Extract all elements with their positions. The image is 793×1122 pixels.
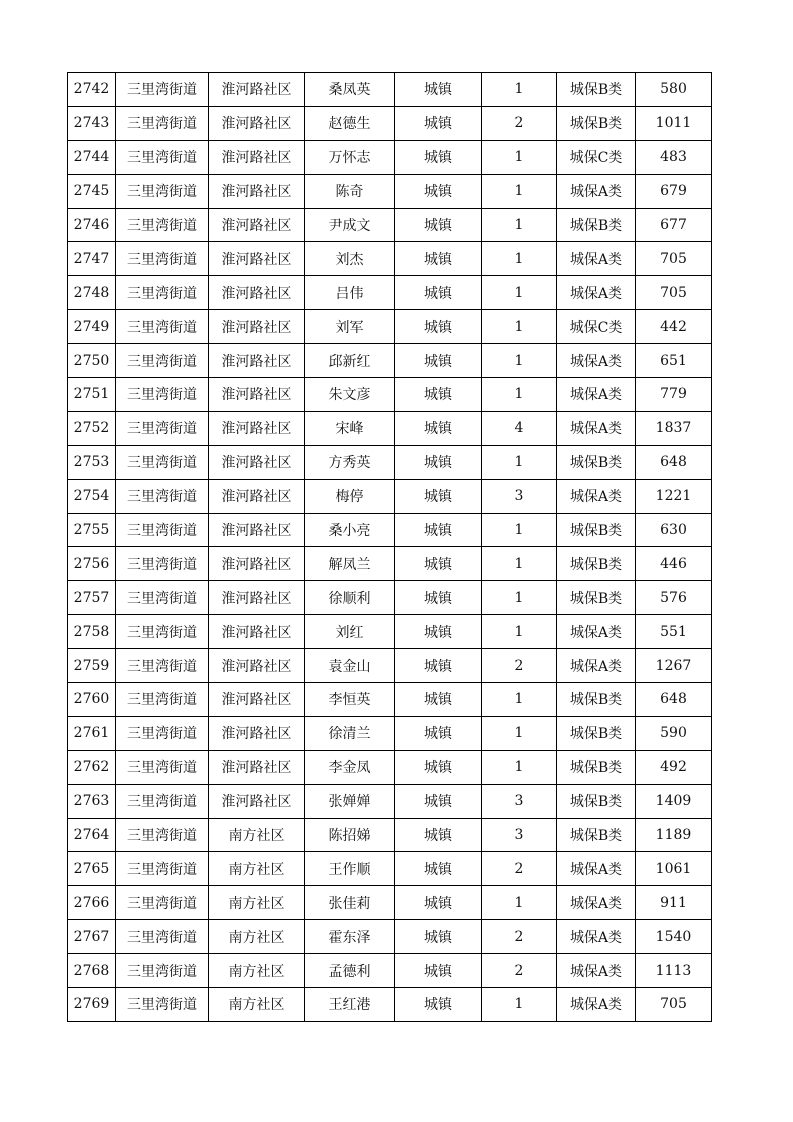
row-number-cell: 2745 bbox=[68, 174, 116, 208]
area-type-cell: 城镇 bbox=[395, 174, 482, 208]
community-cell: 南方社区 bbox=[209, 818, 305, 852]
community-cell: 淮河路社区 bbox=[209, 174, 305, 208]
table-row bbox=[68, 208, 712, 242]
household-size-cell: 1 bbox=[482, 716, 557, 750]
amount-cell: 1221 bbox=[636, 479, 712, 513]
household-size-cell: 1 bbox=[482, 988, 557, 1022]
household-size-cell: 1 bbox=[482, 310, 557, 344]
community-cell: 南方社区 bbox=[209, 954, 305, 988]
name-cell: 吕伟 bbox=[305, 276, 395, 310]
area-type-cell: 城镇 bbox=[395, 140, 482, 174]
row-number-cell: 2752 bbox=[68, 411, 116, 445]
household-size-cell: 1 bbox=[482, 513, 557, 547]
table-row bbox=[68, 242, 712, 276]
name-cell: 赵德生 bbox=[305, 106, 395, 140]
row-number-cell: 2754 bbox=[68, 479, 116, 513]
household-size-cell: 1 bbox=[482, 378, 557, 412]
name-cell: 李金凤 bbox=[305, 750, 395, 784]
row-number-cell: 2763 bbox=[68, 784, 116, 818]
category-cell: 城保C类 bbox=[557, 140, 636, 174]
household-size-cell: 1 bbox=[482, 886, 557, 920]
area-type-cell: 城镇 bbox=[395, 649, 482, 683]
row-number-cell: 2760 bbox=[68, 683, 116, 717]
community-cell: 淮河路社区 bbox=[209, 208, 305, 242]
name-cell: 朱文彦 bbox=[305, 378, 395, 412]
row-number-cell: 2769 bbox=[68, 988, 116, 1022]
category-cell: 城保A类 bbox=[557, 174, 636, 208]
household-size-cell: 2 bbox=[482, 954, 557, 988]
community-cell: 淮河路社区 bbox=[209, 445, 305, 479]
category-cell: 城保B类 bbox=[557, 445, 636, 479]
subdistrict-cell: 三里湾街道 bbox=[116, 73, 209, 107]
household-size-cell: 1 bbox=[482, 683, 557, 717]
area-type-cell: 城镇 bbox=[395, 988, 482, 1022]
community-cell: 淮河路社区 bbox=[209, 479, 305, 513]
row-number-cell: 2765 bbox=[68, 852, 116, 886]
amount-cell: 651 bbox=[636, 344, 712, 378]
subdistrict-cell: 三里湾街道 bbox=[116, 547, 209, 581]
amount-cell: 576 bbox=[636, 581, 712, 615]
community-cell: 淮河路社区 bbox=[209, 649, 305, 683]
amount-cell: 492 bbox=[636, 750, 712, 784]
community-cell: 南方社区 bbox=[209, 988, 305, 1022]
category-cell: 城保B类 bbox=[557, 73, 636, 107]
category-cell: 城保B类 bbox=[557, 208, 636, 242]
name-cell: 李恒英 bbox=[305, 683, 395, 717]
category-cell: 城保A类 bbox=[557, 344, 636, 378]
subdistrict-cell: 三里湾街道 bbox=[116, 106, 209, 140]
area-type-cell: 城镇 bbox=[395, 445, 482, 479]
table-row bbox=[68, 954, 712, 988]
category-cell: 城保B类 bbox=[557, 750, 636, 784]
amount-cell: 551 bbox=[636, 615, 712, 649]
name-cell: 陈招娣 bbox=[305, 818, 395, 852]
table-row bbox=[68, 344, 712, 378]
amount-cell: 1409 bbox=[636, 784, 712, 818]
row-number-cell: 2757 bbox=[68, 581, 116, 615]
area-type-cell: 城镇 bbox=[395, 310, 482, 344]
subdistrict-cell: 三里湾街道 bbox=[116, 886, 209, 920]
row-number-cell: 2756 bbox=[68, 547, 116, 581]
amount-cell: 580 bbox=[636, 73, 712, 107]
community-cell: 淮河路社区 bbox=[209, 378, 305, 412]
subdistrict-cell: 三里湾街道 bbox=[116, 310, 209, 344]
name-cell: 桑凤英 bbox=[305, 73, 395, 107]
table-row bbox=[68, 615, 712, 649]
area-type-cell: 城镇 bbox=[395, 581, 482, 615]
table-row bbox=[68, 513, 712, 547]
name-cell: 霍东泽 bbox=[305, 920, 395, 954]
category-cell: 城保B类 bbox=[557, 683, 636, 717]
household-size-cell: 1 bbox=[482, 73, 557, 107]
subdistrict-cell: 三里湾街道 bbox=[116, 140, 209, 174]
row-number-cell: 2762 bbox=[68, 750, 116, 784]
name-cell: 万怀志 bbox=[305, 140, 395, 174]
area-type-cell: 城镇 bbox=[395, 208, 482, 242]
amount-cell: 911 bbox=[636, 886, 712, 920]
area-type-cell: 城镇 bbox=[395, 784, 482, 818]
community-cell: 淮河路社区 bbox=[209, 344, 305, 378]
amount-cell: 1540 bbox=[636, 920, 712, 954]
row-number-cell: 2747 bbox=[68, 242, 116, 276]
area-type-cell: 城镇 bbox=[395, 920, 482, 954]
table-row bbox=[68, 988, 712, 1022]
subdistrict-cell: 三里湾街道 bbox=[116, 818, 209, 852]
amount-cell: 677 bbox=[636, 208, 712, 242]
name-cell: 宋峰 bbox=[305, 411, 395, 445]
category-cell: 城保A类 bbox=[557, 852, 636, 886]
category-cell: 城保A类 bbox=[557, 378, 636, 412]
household-size-cell: 1 bbox=[482, 581, 557, 615]
community-cell: 淮河路社区 bbox=[209, 750, 305, 784]
community-cell: 淮河路社区 bbox=[209, 411, 305, 445]
area-type-cell: 城镇 bbox=[395, 852, 482, 886]
household-size-cell: 1 bbox=[482, 140, 557, 174]
table-row bbox=[68, 886, 712, 920]
household-size-cell: 3 bbox=[482, 818, 557, 852]
amount-cell: 1061 bbox=[636, 852, 712, 886]
table-row bbox=[68, 683, 712, 717]
household-size-cell: 2 bbox=[482, 920, 557, 954]
name-cell: 徐顺利 bbox=[305, 581, 395, 615]
area-type-cell: 城镇 bbox=[395, 242, 482, 276]
row-number-cell: 2750 bbox=[68, 344, 116, 378]
subdistrict-cell: 三里湾街道 bbox=[116, 615, 209, 649]
amount-cell: 630 bbox=[636, 513, 712, 547]
amount-cell: 1837 bbox=[636, 411, 712, 445]
name-cell: 陈奇 bbox=[305, 174, 395, 208]
area-type-cell: 城镇 bbox=[395, 513, 482, 547]
row-number-cell: 2748 bbox=[68, 276, 116, 310]
row-number-cell: 2767 bbox=[68, 920, 116, 954]
area-type-cell: 城镇 bbox=[395, 73, 482, 107]
household-size-cell: 1 bbox=[482, 750, 557, 784]
subdistrict-cell: 三里湾街道 bbox=[116, 378, 209, 412]
amount-cell: 648 bbox=[636, 683, 712, 717]
subdistrict-cell: 三里湾街道 bbox=[116, 852, 209, 886]
row-number-cell: 2766 bbox=[68, 886, 116, 920]
category-cell: 城保A类 bbox=[557, 276, 636, 310]
amount-cell: 705 bbox=[636, 242, 712, 276]
area-type-cell: 城镇 bbox=[395, 106, 482, 140]
community-cell: 淮河路社区 bbox=[209, 716, 305, 750]
household-size-cell: 2 bbox=[482, 649, 557, 683]
category-cell: 城保A类 bbox=[557, 615, 636, 649]
category-cell: 城保A类 bbox=[557, 886, 636, 920]
subdistrict-cell: 三里湾街道 bbox=[116, 174, 209, 208]
household-size-cell: 3 bbox=[482, 784, 557, 818]
community-cell: 淮河路社区 bbox=[209, 310, 305, 344]
row-number-cell: 2759 bbox=[68, 649, 116, 683]
subdistrict-cell: 三里湾街道 bbox=[116, 344, 209, 378]
table-row bbox=[68, 445, 712, 479]
area-type-cell: 城镇 bbox=[395, 479, 482, 513]
name-cell: 梅停 bbox=[305, 479, 395, 513]
name-cell: 邱新红 bbox=[305, 344, 395, 378]
area-type-cell: 城镇 bbox=[395, 683, 482, 717]
table-row bbox=[68, 920, 712, 954]
amount-cell: 1189 bbox=[636, 818, 712, 852]
household-size-cell: 1 bbox=[482, 174, 557, 208]
household-size-cell: 1 bbox=[482, 615, 557, 649]
table-row bbox=[68, 174, 712, 208]
table-body bbox=[68, 73, 712, 1022]
name-cell: 孟德利 bbox=[305, 954, 395, 988]
category-cell: 城保C类 bbox=[557, 310, 636, 344]
category-cell: 城保A类 bbox=[557, 411, 636, 445]
community-cell: 南方社区 bbox=[209, 920, 305, 954]
name-cell: 张佳莉 bbox=[305, 886, 395, 920]
category-cell: 城保A类 bbox=[557, 242, 636, 276]
community-cell: 淮河路社区 bbox=[209, 140, 305, 174]
community-cell: 淮河路社区 bbox=[209, 242, 305, 276]
row-number-cell: 2761 bbox=[68, 716, 116, 750]
table-row bbox=[68, 310, 712, 344]
area-type-cell: 城镇 bbox=[395, 547, 482, 581]
subdistrict-cell: 三里湾街道 bbox=[116, 954, 209, 988]
category-cell: 城保B类 bbox=[557, 581, 636, 615]
data-table bbox=[67, 72, 712, 1022]
row-number-cell: 2768 bbox=[68, 954, 116, 988]
amount-cell: 1113 bbox=[636, 954, 712, 988]
household-size-cell: 4 bbox=[482, 411, 557, 445]
name-cell: 刘杰 bbox=[305, 242, 395, 276]
category-cell: 城保B类 bbox=[557, 513, 636, 547]
amount-cell: 705 bbox=[636, 988, 712, 1022]
household-size-cell: 2 bbox=[482, 852, 557, 886]
household-size-cell: 1 bbox=[482, 208, 557, 242]
category-cell: 城保A类 bbox=[557, 479, 636, 513]
amount-cell: 442 bbox=[636, 310, 712, 344]
name-cell: 方秀英 bbox=[305, 445, 395, 479]
area-type-cell: 城镇 bbox=[395, 818, 482, 852]
table-row bbox=[68, 73, 712, 107]
amount-cell: 446 bbox=[636, 547, 712, 581]
name-cell: 解凤兰 bbox=[305, 547, 395, 581]
amount-cell: 1011 bbox=[636, 106, 712, 140]
subdistrict-cell: 三里湾街道 bbox=[116, 649, 209, 683]
category-cell: 城保A类 bbox=[557, 988, 636, 1022]
household-size-cell: 1 bbox=[482, 547, 557, 581]
subdistrict-cell: 三里湾街道 bbox=[116, 411, 209, 445]
amount-cell: 590 bbox=[636, 716, 712, 750]
subdistrict-cell: 三里湾街道 bbox=[116, 276, 209, 310]
community-cell: 淮河路社区 bbox=[209, 547, 305, 581]
name-cell: 尹成文 bbox=[305, 208, 395, 242]
community-cell: 南方社区 bbox=[209, 886, 305, 920]
subdistrict-cell: 三里湾街道 bbox=[116, 479, 209, 513]
household-size-cell: 1 bbox=[482, 344, 557, 378]
row-number-cell: 2755 bbox=[68, 513, 116, 547]
subdistrict-cell: 三里湾街道 bbox=[116, 750, 209, 784]
category-cell: 城保B类 bbox=[557, 818, 636, 852]
row-number-cell: 2758 bbox=[68, 615, 116, 649]
amount-cell: 648 bbox=[636, 445, 712, 479]
subdistrict-cell: 三里湾街道 bbox=[116, 683, 209, 717]
amount-cell: 705 bbox=[636, 276, 712, 310]
household-size-cell: 3 bbox=[482, 479, 557, 513]
subdistrict-cell: 三里湾街道 bbox=[116, 784, 209, 818]
category-cell: 城保B类 bbox=[557, 547, 636, 581]
table-row bbox=[68, 581, 712, 615]
community-cell: 淮河路社区 bbox=[209, 73, 305, 107]
amount-cell: 1267 bbox=[636, 649, 712, 683]
subdistrict-cell: 三里湾街道 bbox=[116, 988, 209, 1022]
subdistrict-cell: 三里湾街道 bbox=[116, 242, 209, 276]
household-size-cell: 1 bbox=[482, 276, 557, 310]
name-cell: 张婵婵 bbox=[305, 784, 395, 818]
name-cell: 王红港 bbox=[305, 988, 395, 1022]
area-type-cell: 城镇 bbox=[395, 615, 482, 649]
table-row bbox=[68, 547, 712, 581]
table-row bbox=[68, 852, 712, 886]
category-cell: 城保A类 bbox=[557, 649, 636, 683]
row-number-cell: 2746 bbox=[68, 208, 116, 242]
area-type-cell: 城镇 bbox=[395, 344, 482, 378]
name-cell: 徐清兰 bbox=[305, 716, 395, 750]
table-row bbox=[68, 378, 712, 412]
table-row bbox=[68, 750, 712, 784]
area-type-cell: 城镇 bbox=[395, 411, 482, 445]
category-cell: 城保B类 bbox=[557, 784, 636, 818]
table-row bbox=[68, 479, 712, 513]
community-cell: 淮河路社区 bbox=[209, 683, 305, 717]
area-type-cell: 城镇 bbox=[395, 716, 482, 750]
category-cell: 城保B类 bbox=[557, 106, 636, 140]
table-row bbox=[68, 140, 712, 174]
community-cell: 淮河路社区 bbox=[209, 106, 305, 140]
community-cell: 淮河路社区 bbox=[209, 615, 305, 649]
community-cell: 淮河路社区 bbox=[209, 513, 305, 547]
area-type-cell: 城镇 bbox=[395, 276, 482, 310]
name-cell: 王作顺 bbox=[305, 852, 395, 886]
table-row bbox=[68, 649, 712, 683]
community-cell: 淮河路社区 bbox=[209, 581, 305, 615]
community-cell: 淮河路社区 bbox=[209, 276, 305, 310]
table-row bbox=[68, 818, 712, 852]
row-number-cell: 2744 bbox=[68, 140, 116, 174]
table-row bbox=[68, 784, 712, 818]
category-cell: 城保A类 bbox=[557, 920, 636, 954]
household-size-cell: 1 bbox=[482, 242, 557, 276]
subdistrict-cell: 三里湾街道 bbox=[116, 716, 209, 750]
amount-cell: 679 bbox=[636, 174, 712, 208]
area-type-cell: 城镇 bbox=[395, 750, 482, 784]
category-cell: 城保A类 bbox=[557, 954, 636, 988]
subdistrict-cell: 三里湾街道 bbox=[116, 581, 209, 615]
row-number-cell: 2743 bbox=[68, 106, 116, 140]
subdistrict-cell: 三里湾街道 bbox=[116, 208, 209, 242]
name-cell: 刘军 bbox=[305, 310, 395, 344]
name-cell: 刘红 bbox=[305, 615, 395, 649]
area-type-cell: 城镇 bbox=[395, 954, 482, 988]
name-cell: 桑小亮 bbox=[305, 513, 395, 547]
household-size-cell: 1 bbox=[482, 445, 557, 479]
table-row bbox=[68, 106, 712, 140]
row-number-cell: 2749 bbox=[68, 310, 116, 344]
amount-cell: 779 bbox=[636, 378, 712, 412]
subdistrict-cell: 三里湾街道 bbox=[116, 513, 209, 547]
community-cell: 南方社区 bbox=[209, 852, 305, 886]
table-row bbox=[68, 411, 712, 445]
row-number-cell: 2742 bbox=[68, 73, 116, 107]
row-number-cell: 2764 bbox=[68, 818, 116, 852]
table-row bbox=[68, 276, 712, 310]
amount-cell: 483 bbox=[636, 140, 712, 174]
category-cell: 城保B类 bbox=[557, 716, 636, 750]
community-cell: 淮河路社区 bbox=[209, 784, 305, 818]
name-cell: 袁金山 bbox=[305, 649, 395, 683]
subdistrict-cell: 三里湾街道 bbox=[116, 920, 209, 954]
row-number-cell: 2753 bbox=[68, 445, 116, 479]
row-number-cell: 2751 bbox=[68, 378, 116, 412]
household-size-cell: 2 bbox=[482, 106, 557, 140]
table-row bbox=[68, 716, 712, 750]
area-type-cell: 城镇 bbox=[395, 886, 482, 920]
area-type-cell: 城镇 bbox=[395, 378, 482, 412]
subdistrict-cell: 三里湾街道 bbox=[116, 445, 209, 479]
